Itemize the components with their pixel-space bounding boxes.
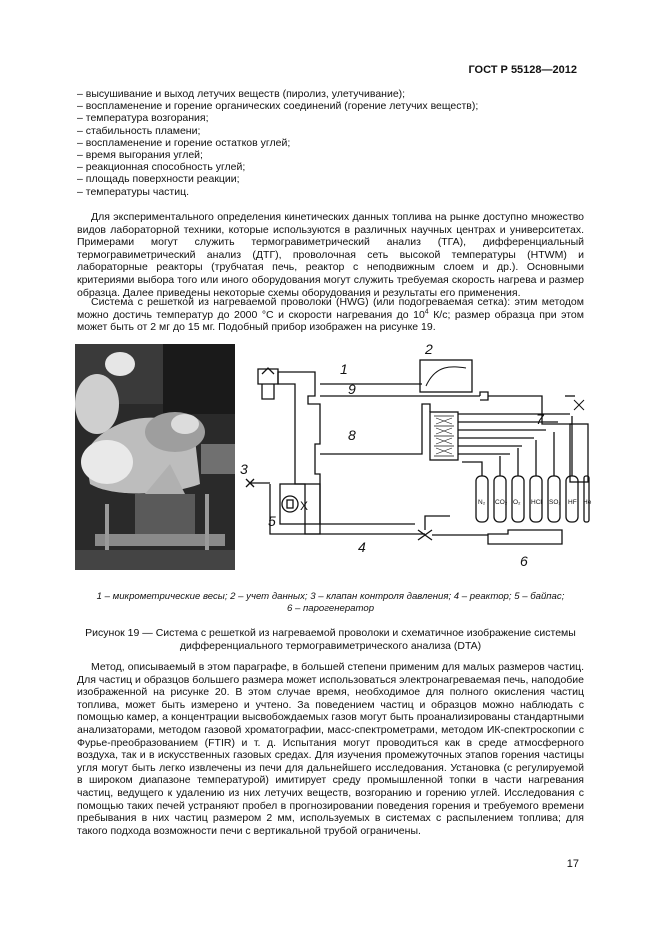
legend-line-1: 1 – микрометрические весы; 2 – учет данных; 3 – клапан контроля давления; 4 – реактор; 5 – байпас; — [96, 591, 565, 602]
label-1: 1 — [340, 361, 348, 377]
dta-schematic — [240, 341, 592, 574]
svg-text:X: X — [300, 499, 309, 513]
label-6: 6 — [520, 553, 528, 569]
paragraph-hwg-part1: Система с решеткой из нагреваемой проволоки (HWG) (или подогреваемая сетка): этим методом можно достичь температур до 2000 °С и скорости нагревания до 10 — [77, 296, 584, 321]
paragraph-hwg-exponent: 4 — [424, 308, 429, 316]
label-5: 5 — [268, 513, 276, 529]
list-item: – время выгорания углей; — [77, 149, 203, 162]
list-item: – температура возгорания; — [77, 112, 209, 125]
gas-label-n2: N₂ — [478, 499, 486, 506]
paragraph-lab-techniques: Для экспериментального определения кинетических данных топлива на рынке доступно множество видов лабораторной техники, которые используются в различных научных центрах и университетах. Примерами могут служить термогравиметрический анализ (ТГА), дифференциальный термогравиметрический анализ (ДТГ), проволочная сеть высокой температуры (HTWM) и лабораторные реакторы (трубчатая печь, реактор с неподвижным слоем и др.). Основными критериями выбора того или иного оборудования могут служить требуемая скорость нагрева и размер образца. Далее приведены некоторые схемы оборудования и результаты его применения. — [77, 211, 584, 299]
document-header: ГОСТ Р 55128—2012 — [468, 64, 577, 76]
reactor-crucible — [282, 496, 298, 512]
figure-caption — [60, 627, 601, 653]
gas-label-o2: O₂ — [513, 499, 521, 506]
legend-line-2: 6 – парогенератор — [286, 603, 375, 614]
analyzer-tube — [570, 424, 588, 482]
steam-generator — [488, 530, 562, 544]
list-item: – высушивание и выход летучих веществ (пиролиз, улетучивание); — [77, 88, 406, 100]
balance-housing — [258, 369, 278, 384]
label-8: 8 — [348, 427, 356, 443]
figure-legend — [60, 591, 601, 615]
paragraph-hwg — [77, 296, 584, 334]
paragraph-furnace-method: Метод, описываемый в этом параграфе, в большей степени применим для малых размеров частиц. Для частиц и образцов большего размера может использоваться электронагреваемая печь, наподобие изображенной на рисунке 20. В этом случае время, необходимое для полного окисления частиц топлива, может быть измерено и учтено. За поведением частиц и образцов можно наблюдать с помощью камер, а концентрации высвобождаемых газов могут быть проанализированы стандартными анализаторами, методом газовой хроматографии, масс-спектрометрами, методом ИК-спектроскопии с Фурье-преобразованием (FTIR) и т. д. Испытания могут проводиться как в среде атмосферного воздуха, так и в искусственных газовых средах. Для изучения промежуточных этапов горения частицы угля могут быть легко извлечены из печи для дальнейшего исследования. Установка (с регулируемой в широком диапазоне температурой) имитирует среду промышленной топки в части нагревания частиц, ведущего к удалению из них летучих веществ, возгоранию и горению углей. Исследования с помощью таких печей устраняют пробел в прогнозировании поведения горения и требуемого времени пребывания в них частиц размером 2 мм, используемых в системах с распылением топлива; для такого подхода возможности печи с вертикальной трубой ограничены. — [77, 661, 584, 837]
caption-line-1: Рисунок 19 — Система с решеткой из нагреваемой проволоки и схематичное изображение системы — [85, 627, 576, 639]
list-item: – стабильность пламени; — [77, 124, 201, 137]
data-recorder — [420, 360, 472, 392]
caption-line-2: дифференциального термогравиметрического анализа (DTA) — [179, 640, 482, 652]
list-item: – воспламенение и горение остатков углей; — [77, 136, 291, 149]
gas-label-co2: CO₂ — [495, 499, 508, 506]
figure-19 — [75, 341, 592, 574]
label-2: 2 — [425, 341, 433, 357]
list-item: – площадь поверхности реакции; — [77, 173, 240, 186]
property-list — [77, 88, 597, 198]
gas-label-so2: SO₂ — [549, 499, 561, 506]
page-number: 17 — [566, 858, 579, 870]
list-item: – температуры частиц. — [77, 185, 190, 198]
list-item: – реакционная способность углей; — [77, 161, 246, 174]
gas-label-hf: HF — [568, 499, 577, 506]
paragraph-hwg-part2: К/с; размер образца при этом может быть от 2 мг до 15 мг. Подобный прибор изображен на рисунке 19. — [77, 308, 584, 334]
list-item: – воспламенение и горение органических соединений (горение летучих веществ); — [77, 100, 479, 113]
label-4: 4 — [358, 539, 366, 555]
label-7: 7 — [536, 411, 544, 427]
gas-label-he: He — [583, 499, 592, 506]
label-9: 9 — [348, 381, 356, 397]
gas-label-hcl: HCl — [531, 499, 542, 506]
apparatus-photo — [75, 344, 235, 570]
label-3: 3 — [240, 461, 248, 477]
